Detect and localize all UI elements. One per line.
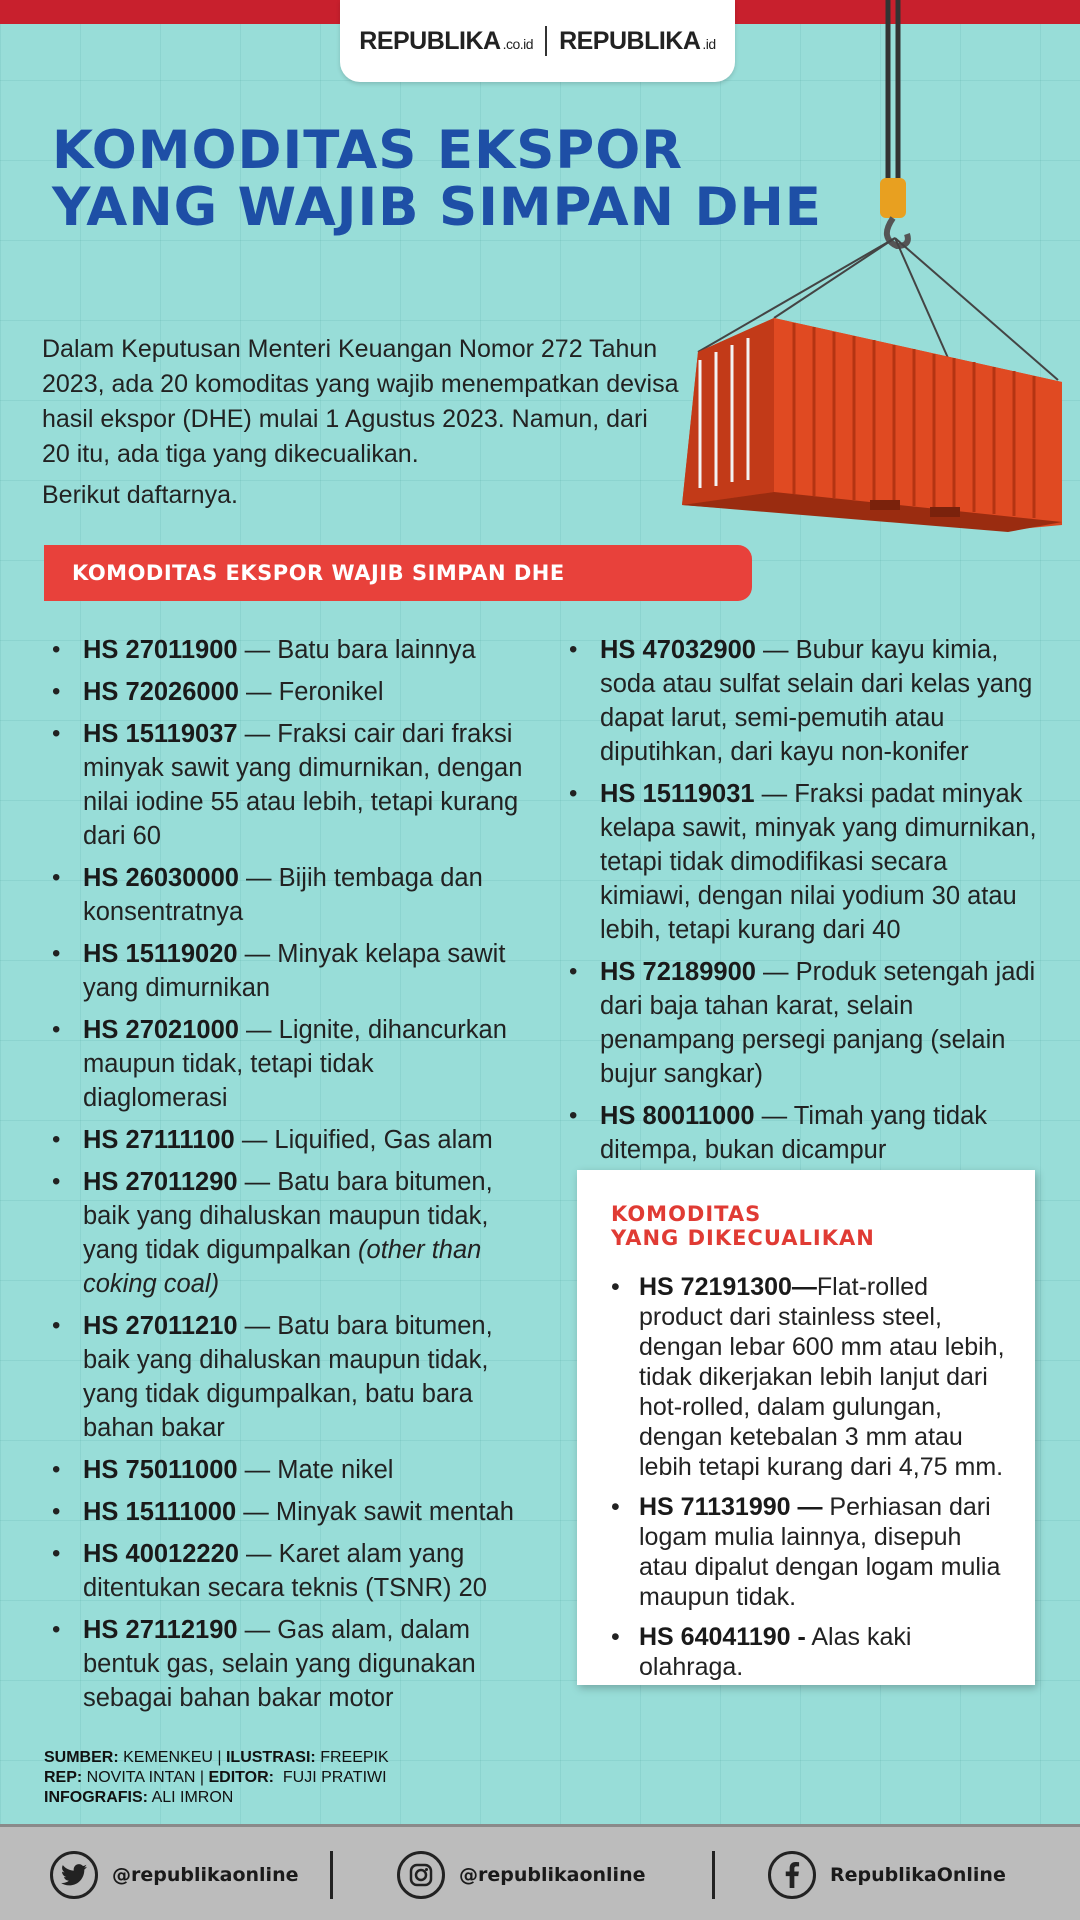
hs-code: HS 27112190 [83, 1616, 238, 1644]
commodity-item [44, 937, 524, 1005]
commodity-item [44, 633, 524, 667]
commodity-list-right [561, 633, 1041, 1175]
hs-code: HS 40012220 [83, 1540, 239, 1568]
commodity-description: — Batu bara bitumen, baik yang dihaluskan maupun tidak, yang tidak digumpalkan, batu bara bahan bakar [83, 1312, 493, 1442]
commodity-item [44, 1165, 524, 1301]
commodity-description: — Fraksi padat minyak kelapa sawit, minyak yang dimurnikan, tetapi tidak dimodifikasi secara kimiawi, dengan nilai yodium 30 atau lebih, tetapi kurang dari 40 [600, 780, 1037, 944]
commodity-description: — Karet alam yang ditentukan secara teknis (TSNR) 20 [83, 1540, 487, 1602]
hs-code: HS 71131990 — [639, 1493, 823, 1521]
facebook-link[interactable] [768, 1827, 1006, 1920]
commodity-description: — Feronikel [238, 678, 384, 706]
commodity-description: — Mate nikel [237, 1456, 394, 1484]
hs-code: HS 27011210 [83, 1312, 238, 1340]
section-banner: KOMODITAS EKSPOR WAJIB SIMPAN DHE [44, 545, 752, 601]
commodity-description: — Gas alam, dalam bentuk gas, selain yang digunakan sebagai bahan bakar motor [83, 1616, 476, 1712]
hs-code: HS 47032900 [600, 636, 756, 664]
excluded-title: KOMODITAS YANG DIKECUALIKAN [611, 1202, 875, 1250]
republika-co-id-logo: REPUBLIKA .co.id [359, 26, 534, 55]
commodity-description: Perhiasan dari logam mulia lainnya, disepuh atau dipalut dengan logam mulia maupun tidak. [639, 1493, 1001, 1611]
container-crane-illustration [670, 0, 1080, 545]
facebook-icon [768, 1851, 816, 1899]
commodity-note: (other than coking coal) [83, 1236, 482, 1298]
instagram-handle: @republikaonline [459, 1864, 646, 1886]
social-footer [0, 1824, 1080, 1920]
excluded-list [611, 1272, 1007, 1682]
commodity-item [44, 675, 524, 709]
instagram-icon [397, 1851, 445, 1899]
excluded-commodities-box [577, 1170, 1035, 1685]
credits-line-2: REP: NOVITA INTAN | EDITOR: FUJI PRATIWI [44, 1769, 387, 1786]
hs-code: HS 15119020 [83, 940, 238, 968]
commodity-description: Alas kaki olahraga. [639, 1623, 912, 1681]
commodity-description: — Minyak kelapa sawit yang dimurnikan [83, 940, 506, 1002]
commodity-description: — Bijih tembaga dan konsentratnya [83, 864, 483, 926]
commodity-item [44, 1537, 524, 1605]
twitter-bird-icon [50, 1851, 98, 1899]
commodity-item [44, 1013, 524, 1115]
commodity-description: — Lignite, dihancurkan maupun tidak, tetapi tidak diaglomerasi [83, 1016, 507, 1112]
commodity-item [44, 1613, 524, 1715]
excluded-item [611, 1272, 1007, 1482]
commodity-item [561, 633, 1041, 769]
hs-code: HS 75011000 [83, 1456, 238, 1484]
commodity-item [44, 861, 524, 929]
hs-code: HS 27011290 [83, 1168, 238, 1196]
commodity-description: — Fraksi cair dari fraksi minyak sawit yang dimurnikan, dengan nilai iodine 55 atau lebih, tetapi kurang dari 60 [83, 720, 523, 850]
credits [44, 1748, 389, 1808]
hs-code: HS 27021000 [83, 1016, 239, 1044]
commodity-description: — Timah yang tidak ditempa, bukan dicampur [600, 1102, 988, 1164]
excluded-item [611, 1622, 1007, 1682]
commodity-list-left [44, 633, 524, 1723]
commodity-item [44, 1123, 524, 1157]
commodity-description: — Liquified, Gas alam [234, 1126, 493, 1154]
facebook-handle: RepublikaOnline [830, 1864, 1006, 1886]
hs-code: HS 15111000 [83, 1498, 237, 1526]
commodity-item [561, 777, 1041, 947]
commodity-item [44, 717, 524, 853]
commodity-description: — Bubur kayu kimia, soda atau sulfat selain dari kelas yang dapat larut, semi-pemutih atau diputihkan, dari kayu non-konifer [600, 636, 1033, 766]
republika-id-logo: REPUBLIKA .id [559, 26, 716, 55]
commodity-item [561, 1099, 1041, 1167]
intro-followup: Berikut daftarnya. [42, 481, 238, 509]
commodity-description: — Batu bara lainnya [237, 636, 476, 664]
hs-code: HS 15119031 [600, 780, 755, 808]
excluded-item [611, 1492, 1007, 1612]
hs-code: HS 80011000 [600, 1102, 755, 1130]
hs-code: HS 15119037 [83, 720, 238, 748]
commodity-description: — Minyak sawit mentah [236, 1498, 514, 1526]
hs-code: HS 27111100 [83, 1126, 235, 1154]
hs-code: HS 72191300— [639, 1273, 817, 1301]
footer-divider [330, 1851, 333, 1899]
intro-text: Dalam Keputusan Menteri Keuangan Nomor 272 Tahun 2023, ada 20 komoditas yang wajib menempatkan devisa hasil ekspor (DHE) mulai 1 Agustus 2023. Namun, dari 20 itu, ada tiga yang dikecualikan. [42, 335, 679, 468]
twitter-handle: @republikaonline [112, 1864, 299, 1886]
commodity-item [44, 1495, 524, 1529]
instagram-link[interactable] [397, 1827, 645, 1920]
commodity-description: Flat-rolled product dari stainless steel, dengan lebar 600 mm atau lebih, tidak dikerjakan lebih lanjut dari hot-rolled, dalam gulungan, dengan ketebalan 3 mm atau lebih tetapi kurang dari 4,75 mm. [639, 1273, 1005, 1481]
logo-divider [545, 26, 547, 56]
footer-divider [712, 1851, 715, 1899]
commodity-item [44, 1453, 524, 1487]
commodity-description: — Produk setengah jadi dari baja tahan karat, selain penampang persegi panjang (selain bujur sangkar) [600, 958, 1036, 1088]
commodity-description: — Batu bara bitumen, baik yang dihaluskan maupun tidak, yang tidak digumpalkan [83, 1168, 493, 1264]
hs-code: HS 26030000 [83, 864, 239, 892]
credits-line-3: INFOGRAFIS: ALI IMRON [44, 1789, 234, 1806]
hs-code: HS 27011900 [83, 636, 238, 664]
hs-code: HS 72026000 [83, 678, 239, 706]
hs-code: HS 72189900 [600, 958, 756, 986]
page-title: KOMODITAS EKSPOR YANG WAJIB SIMPAN DHE [52, 120, 823, 238]
twitter-link[interactable] [50, 1827, 298, 1920]
hs-code: HS 64041190 - [639, 1623, 806, 1651]
commodity-item [44, 1309, 524, 1445]
commodity-item [561, 955, 1041, 1091]
credits-line-1: SUMBER: KEMENKEU | ILUSTRASI: FREEPIK [44, 1749, 389, 1766]
